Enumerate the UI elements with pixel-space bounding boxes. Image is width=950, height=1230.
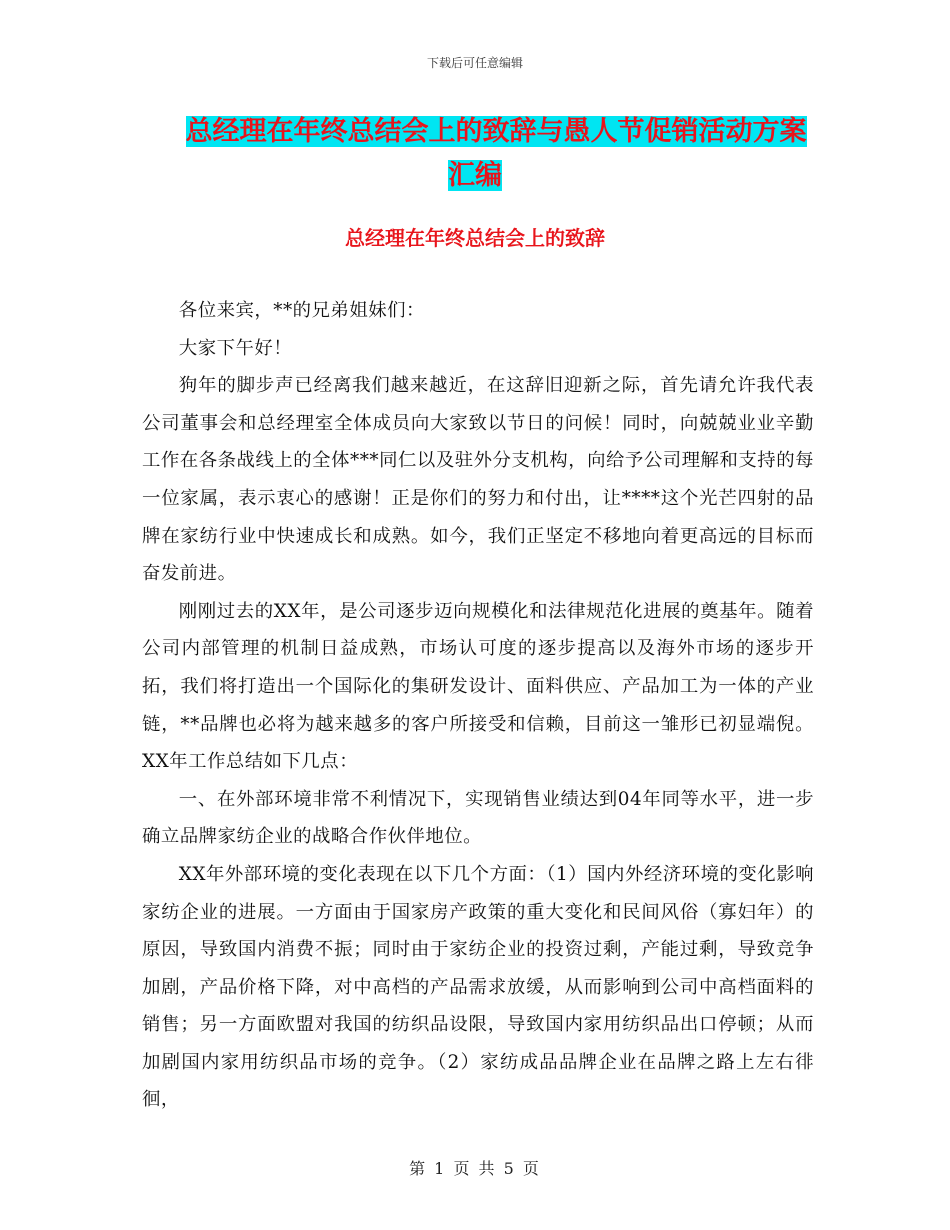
- paragraph-salutation: 各位来宾，**的兄弟姐妹们：: [178, 300, 425, 321]
- paragraph: XX年外部环境的变化表现在以下几个方面：（1）国内外经济环境的变化影响家纺企业的进展。一方面由于国家房产政策的重大变化和民间风俗（寡妇年）的原因，导致国内消费不振；同时由于家纺企业的投资过剩，产能过剩，导致竞争加剧，产品价格下降，对中高档的产品需求放缓，从而影响到公司中高档面料的销售；另一方面欧盟对我国的纺织品设限，导致国内家用纺织品出口停顿；从而加剧国内家用纺织品市场的竞争。（2）家纺成品品牌企业在品牌之路上左右徘徊，: [142, 863, 814, 1111]
- paragraph-greeting: 大家下午好！: [178, 337, 293, 359]
- section-title: 总经理在年终总结会上的致辞: [345, 226, 605, 250]
- paragraph: 狗年的脚步声已经离我们越来越近，在这辞旧迎新之际，首先请允许我代表公司董事会和总经理室全体成员向大家致以节日的问候！同时，向兢兢业业辛勤工作在各条战线上的全体***同仁以及驻外分支机构，向给予公司理解和支持的每一位家属，表示衷心的感谢！正是你们的努力和付出，让****这个光芒四射的品牌在家纺行业中快速成长和成熟。如今，我们正坚定不移地向着更高远的目标而奋发前进。: [142, 375, 814, 585]
- paragraph: 刚刚过去的XX年，是公司逐步迈向规模化和法律规范化进展的奠基年。随着公司内部管理的机制日益成熟，市场认可度的逐步提高以及海外市场的逐步开拓，我们将打造出一个国际化的集研发设计、面料供应、产品加工为一体的产业链，**品牌也必将为越来越多的客户所接受和信赖，目前这一雏形已初显端倪。XX年工作总结如下几点：: [142, 600, 814, 773]
- document-title-line2: 汇编: [448, 160, 502, 191]
- header-note: 下载后可任意编辑: [426, 56, 523, 70]
- paragraph: 一、在外部环境非常不利情况下，实现销售业绩达到04年同等水平，进一步确立品牌家纺企业的战略合作伙伴地位。: [142, 788, 814, 848]
- page-number-footer: 第 1 页 共 5 页: [409, 1159, 541, 1178]
- document-title: [0, 110, 950, 198]
- document-title-line1: 总经理在年终总结会上的致辞与愚人节促销活动方案: [185, 116, 807, 147]
- document-body: [142, 292, 814, 1119]
